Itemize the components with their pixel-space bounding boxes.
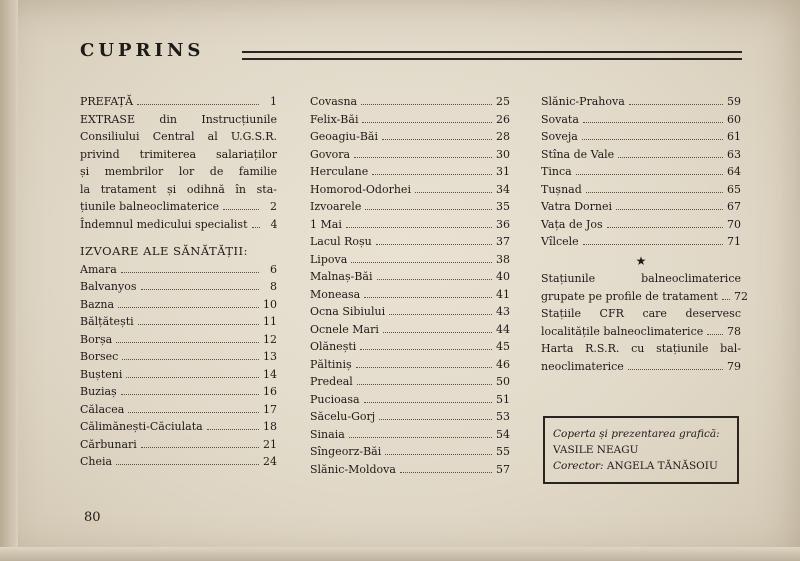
toc-entry[interactable] [80, 401, 277, 419]
page-title: CUPRINS [80, 40, 205, 61]
entry-page: 41 [496, 287, 510, 301]
entry-name: Borșa [80, 332, 113, 346]
entry-page: 64 [727, 165, 741, 178]
leader-dots [138, 324, 259, 325]
entry-page: 10 [263, 297, 277, 311]
toc-entry[interactable] [80, 453, 277, 471]
entry-page: 26 [496, 112, 510, 126]
toc-entry[interactable] [80, 313, 277, 331]
leader-dots [207, 429, 259, 430]
entry-page: 40 [496, 270, 510, 283]
entry-name: Păltiniș [310, 357, 352, 371]
toc-entry[interactable] [310, 391, 510, 409]
section-title: IZVOARE ALE SĂNĂTĂȚII: [80, 244, 248, 258]
entry-page: 18 [263, 420, 277, 433]
leader-dots [377, 279, 492, 280]
leader-dots [376, 244, 492, 245]
leader-dots [582, 139, 723, 140]
entry-page: 43 [496, 305, 510, 318]
entry-page: 8 [270, 280, 277, 293]
entry-name: Moneasa [310, 287, 361, 301]
toc-entry[interactable] [310, 216, 510, 234]
leader-dots [141, 289, 260, 290]
entry-page: 31 [496, 165, 510, 178]
entry-name: Predeal [310, 375, 353, 388]
leader-dots [616, 209, 723, 210]
star-ornament: ★ [635, 253, 647, 268]
toc-entry[interactable] [310, 321, 510, 339]
leader-dots [629, 104, 723, 105]
cover-name: VASILE NEAGU [553, 444, 639, 456]
entry-name: Tușnad [541, 182, 582, 196]
toc-entry[interactable] [310, 373, 510, 391]
leader-dots [349, 437, 492, 438]
page-number: 80 [84, 510, 101, 525]
toc-entry[interactable] [541, 216, 741, 234]
entry-name: Cărbunari [80, 437, 137, 451]
entry-name: Govora [310, 147, 351, 161]
entry-page: 46 [496, 357, 510, 371]
entry-name: Slănic-Prahova [541, 95, 625, 108]
title-rule-top [242, 51, 742, 53]
leader-dots [121, 394, 259, 395]
entry-page: 6 [270, 262, 277, 276]
extrase-line: la tratament și odihnă în sta- [80, 182, 277, 196]
statiunile-line: Stațiunile balneoclimaterice [541, 272, 741, 285]
leader-dots [576, 174, 723, 175]
toc-entry[interactable] [80, 331, 277, 349]
entry-page: 70 [727, 217, 741, 231]
entry-page: 38 [496, 252, 510, 266]
entry-page: 71 [727, 235, 741, 248]
toc-entry[interactable] [310, 268, 510, 286]
entry-name: Cheia [80, 455, 113, 468]
entry-name: Vîlcele [541, 235, 579, 248]
toc-column-2 [310, 93, 510, 478]
toc-entry[interactable] [541, 181, 741, 199]
entry-name: Balvanyos [80, 280, 137, 293]
corrector-name: ANGELA TĂNĂSOIU [606, 460, 718, 472]
toc-entry[interactable] [310, 443, 510, 461]
entry-name: Soveja [541, 130, 578, 143]
entry-name: Pucioasa [310, 392, 360, 406]
toc-entry[interactable] [541, 198, 741, 216]
entry-page: 45 [496, 340, 510, 353]
entry-page: 59 [727, 95, 741, 108]
leader-dots [361, 104, 492, 105]
toc-entry[interactable] [310, 163, 510, 181]
leader-dots [121, 272, 259, 273]
toc-entry[interactable] [541, 128, 741, 146]
toc-entry[interactable] [80, 418, 277, 436]
leader-dots [365, 209, 492, 210]
entry-name: Bazna [80, 297, 115, 311]
toc-entry-statiunile[interactable]: grupate pe profile de tratament 72 [541, 289, 748, 303]
entry-name: Săcelu-Gorj [310, 410, 376, 423]
leader-dots [122, 359, 259, 360]
entry-name: Buziaș [80, 385, 117, 398]
entry-page: 60 [727, 112, 741, 126]
toc-entry[interactable] [310, 146, 510, 164]
toc-entry-prefata[interactable]: PREFAȚĂ 1 [80, 95, 277, 108]
entry-name: Stîna de Vale [541, 147, 615, 161]
toc-entry[interactable] [80, 383, 277, 401]
page-edge-bottom [0, 547, 800, 561]
toc-entry[interactable] [310, 128, 510, 146]
toc-entry[interactable] [310, 303, 510, 321]
toc-entry[interactable] [310, 251, 510, 269]
entry-page: 24 [263, 455, 277, 468]
entry-name: Covasna [310, 95, 358, 108]
entry-name: Ocna Sibiului [310, 305, 386, 318]
leader-dots [360, 349, 492, 350]
leader-dots [389, 314, 492, 315]
entry-name: Izvoarele [310, 200, 362, 213]
leader-dots [364, 297, 492, 298]
entry-page: 36 [496, 217, 510, 231]
entry-page: 54 [496, 427, 510, 441]
entry-page: 65 [727, 182, 741, 196]
extrase-line: și membrilor lor de familie [80, 165, 277, 178]
leader-dots [372, 174, 492, 175]
entry-page: 53 [496, 410, 510, 423]
leader-dots [607, 227, 723, 228]
leader-dots [583, 122, 723, 123]
entry-page: 16 [263, 385, 277, 398]
entry-name: Olănești [310, 340, 357, 353]
entry-name: Herculane [310, 165, 369, 178]
cover-label: Coperta și prezentarea grafică: [553, 428, 720, 440]
entry-page: 13 [263, 350, 277, 363]
entry-name: Lacul Roșu [310, 235, 372, 248]
toc-entry[interactable] [80, 296, 277, 314]
toc-list [541, 93, 741, 251]
entry-page: 34 [496, 182, 510, 196]
toc-entry[interactable] [541, 93, 741, 111]
entry-name: Lipova [310, 252, 348, 266]
toc-entry[interactable] [310, 198, 510, 216]
toc-entry[interactable] [310, 426, 510, 444]
entry-page: 21 [263, 437, 277, 451]
toc-entry[interactable] [310, 286, 510, 304]
entry-name: Slănic-Moldova [310, 462, 396, 476]
leader-dots [379, 419, 492, 420]
leader-dots [126, 377, 259, 378]
toc-entry-extrase[interactable]: țiunile balneoclimaterice 2 [80, 200, 277, 213]
toc-entry[interactable] [310, 356, 510, 374]
leader-dots [141, 447, 259, 448]
leader-dots [351, 262, 492, 263]
entry-page: 57 [496, 462, 510, 476]
toc-entry[interactable] [310, 111, 510, 129]
entry-page: 61 [727, 130, 741, 143]
leader-dots [354, 157, 492, 158]
toc-entry[interactable] [310, 233, 510, 251]
entry-name: Bălțătești [80, 315, 134, 328]
page-edge-left [0, 0, 18, 561]
leader-dots [118, 307, 259, 308]
entry-page: 67 [727, 200, 741, 213]
leader-dots [364, 402, 492, 403]
entry-page: 14 [263, 367, 277, 381]
entry-name: Amara [80, 262, 117, 276]
entry-page: 37 [496, 235, 510, 248]
toc-entry[interactable] [310, 181, 510, 199]
entry-name: Malnaș-Băi [310, 270, 373, 283]
leader-dots [415, 192, 492, 193]
toc-entry[interactable] [80, 436, 277, 454]
entry-page: 51 [496, 392, 510, 406]
leader-dots [618, 157, 723, 158]
entry-name: Sovata [541, 112, 579, 126]
entry-page: 12 [263, 332, 277, 346]
title-rule-bottom [242, 58, 742, 60]
entry-name: Geoagiu-Băi [310, 130, 378, 143]
leader-dots [385, 454, 492, 455]
entry-name: Bușteni [80, 367, 123, 381]
corrector-label: Corector: [553, 460, 604, 472]
credits-box [543, 416, 739, 484]
entry-name: Felix-Băi [310, 112, 359, 126]
leader-dots [400, 472, 492, 473]
toc-entry[interactable] [80, 366, 277, 384]
leader-dots [362, 122, 492, 123]
toc-entry[interactable] [310, 408, 510, 426]
leader-dots [116, 464, 259, 465]
statiile-line: Stațiile CFR care deservesc [541, 307, 741, 320]
toc-list [80, 261, 277, 471]
entry-page: 44 [496, 322, 510, 336]
toc-entry-statiile[interactable]: localitățile balneoclimaterice 78 [541, 324, 741, 338]
toc-entry[interactable] [541, 163, 741, 181]
toc-entry[interactable] [310, 461, 510, 479]
toc-entry[interactable] [80, 261, 277, 279]
entry-name: 1 Mai [310, 217, 342, 231]
toc-entry-harta[interactable]: neoclimaterice 79 [541, 359, 741, 373]
entry-name: Călacea [80, 402, 125, 416]
toc-entry[interactable] [80, 278, 277, 296]
entry-page: 63 [727, 147, 741, 161]
leader-dots [583, 244, 723, 245]
leader-dots [356, 367, 492, 368]
extrase-line: EXTRASE din Instrucțiunile [80, 112, 277, 126]
leader-dots [346, 227, 492, 228]
toc-entry[interactable] [541, 111, 741, 129]
leader-dots [383, 332, 492, 333]
entry-name: Călimănești-Căciulata [80, 420, 203, 433]
leader-dots [382, 139, 492, 140]
entry-page: 35 [496, 200, 510, 213]
toc-entry[interactable] [541, 146, 741, 164]
toc-entry[interactable] [310, 93, 510, 111]
harta-line: Harta R.S.R. cu stațiunile bal- [541, 342, 741, 355]
entry-page: 28 [496, 130, 510, 143]
leader-dots [128, 412, 259, 413]
toc-entry[interactable] [541, 233, 741, 251]
leader-dots [357, 384, 492, 385]
toc-column-1 [80, 93, 277, 471]
toc-entry-indemnul[interactable]: Îndemnul medicului specialist 4 [80, 217, 278, 231]
entry-page: 50 [496, 375, 510, 388]
toc-list [310, 93, 510, 478]
entry-name: Homorod-Odorhei [310, 182, 411, 196]
extrase-line: Consiliului Central al U.G.S.R. [80, 130, 277, 143]
entry-name: Borsec [80, 350, 119, 363]
extrase-line: privind trimiterea salariaților [80, 147, 277, 161]
toc-entry[interactable] [80, 348, 277, 366]
entry-name: Tinca [541, 165, 572, 178]
leader-dots [586, 192, 723, 193]
entry-page: 11 [263, 315, 277, 328]
entry-name: Vatra Dornei [541, 200, 613, 213]
entry-page: 55 [496, 445, 510, 458]
entry-page: 17 [263, 402, 277, 416]
entry-name: Sinaia [310, 427, 345, 441]
entry-name: Sîngeorz-Băi [310, 445, 382, 458]
entry-name: Ocnele Mari [310, 322, 379, 336]
leader-dots [116, 342, 259, 343]
entry-name: Vața de Jos [541, 217, 603, 231]
entry-page: 25 [496, 95, 510, 108]
toc-column-3 [541, 93, 748, 375]
entry-page: 30 [496, 147, 510, 161]
toc-entry[interactable] [310, 338, 510, 356]
